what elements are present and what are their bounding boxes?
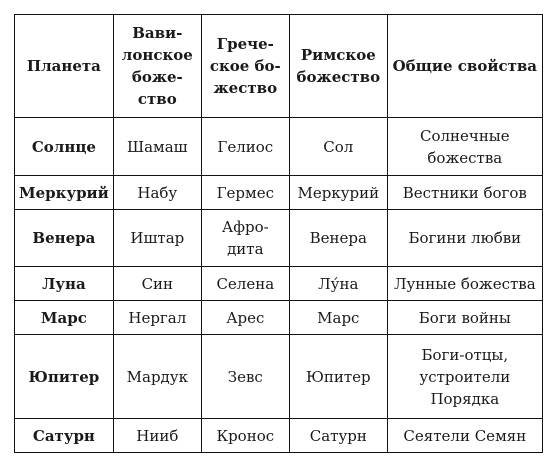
properties-cell: Боги-отцы, устроители Порядка	[387, 335, 542, 419]
planet-cell: Сатурн	[15, 419, 114, 453]
babylonian-cell: Мардук	[113, 335, 201, 419]
greek-cell: Афро-дита	[201, 210, 289, 267]
table-row	[15, 267, 543, 301]
babylonian-cell: Нергал	[113, 301, 201, 335]
roman-cell: Лу́на	[289, 267, 387, 301]
properties-cell: Сеятели Семян	[387, 419, 542, 453]
planet-cell: Венера	[15, 210, 114, 267]
roman-cell: Сатурн	[289, 419, 387, 453]
header-row	[15, 15, 543, 118]
planet-cell: Луна	[15, 267, 114, 301]
header-roman: Римское божество	[289, 15, 387, 118]
header-babylonian: Вави-лонское боже-ство	[113, 15, 201, 118]
properties-cell: Вестники богов	[387, 176, 542, 210]
table-row	[15, 419, 543, 453]
header-properties: Общие свойства	[387, 15, 542, 118]
table-row	[15, 210, 543, 267]
header-greek: Грече-ское бо-жество	[201, 15, 289, 118]
table-row	[15, 176, 543, 210]
properties-cell: Боги войны	[387, 301, 542, 335]
babylonian-cell: Нииб	[113, 419, 201, 453]
properties-cell: Богини любви	[387, 210, 542, 267]
babylonian-cell: Син	[113, 267, 201, 301]
babylonian-cell: Иштар	[113, 210, 201, 267]
roman-cell: Венера	[289, 210, 387, 267]
babylonian-cell: Набу	[113, 176, 201, 210]
planet-cell: Марс	[15, 301, 114, 335]
roman-cell: Сол	[289, 118, 387, 176]
header-planet: Планета	[15, 15, 114, 118]
planet-cell: Юпитер	[15, 335, 114, 419]
planet-cell: Солнце	[15, 118, 114, 176]
greek-cell: Зевс	[201, 335, 289, 419]
table-row	[15, 335, 543, 419]
table-row	[15, 118, 543, 176]
babylonian-cell: Шамаш	[113, 118, 201, 176]
roman-cell: Юпитер	[289, 335, 387, 419]
greek-cell: Кронос	[201, 419, 289, 453]
properties-cell: Лунные божества	[387, 267, 542, 301]
greek-cell: Селена	[201, 267, 289, 301]
greek-cell: Гелиос	[201, 118, 289, 176]
greek-cell: Гермес	[201, 176, 289, 210]
roman-cell: Марс	[289, 301, 387, 335]
deities-table	[14, 14, 543, 453]
table-row	[15, 301, 543, 335]
greek-cell: Арес	[201, 301, 289, 335]
planet-cell: Меркурий	[15, 176, 114, 210]
properties-cell: Солнечные божества	[387, 118, 542, 176]
roman-cell: Меркурий	[289, 176, 387, 210]
